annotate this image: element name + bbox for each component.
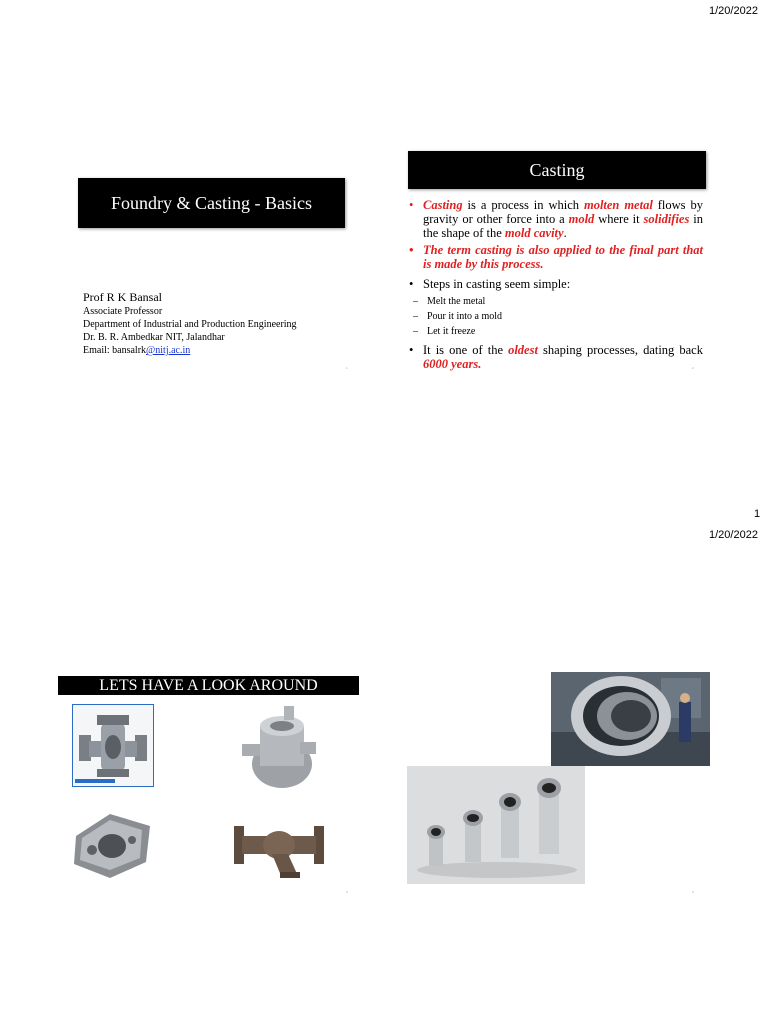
page1-number: 1 xyxy=(754,508,761,520)
email-prefix: Email: bansalrk xyxy=(83,345,147,356)
slide2-bullets xyxy=(409,198,703,374)
dash-mark: – xyxy=(413,326,418,337)
bullet-dot: • xyxy=(409,243,414,257)
author-role: Associate Professor xyxy=(83,306,163,317)
dash-mark: – xyxy=(413,296,418,307)
valve-illustration xyxy=(73,705,153,786)
author-block xyxy=(83,290,353,357)
housing-image xyxy=(238,702,320,794)
slide2-number: 2 xyxy=(692,366,694,370)
slide1-title-box xyxy=(78,178,345,228)
slide1-number: 1 xyxy=(346,366,348,370)
gearbox-image xyxy=(70,806,154,882)
bullet-definition xyxy=(409,198,703,240)
b4-text-2: shaping processes, dating back xyxy=(537,343,703,357)
housing-illustration xyxy=(238,702,320,794)
author-department: Department of Industrial and Production Engineering xyxy=(83,319,297,330)
b1-text-3: where it xyxy=(594,212,644,226)
step-text: Melt the metal xyxy=(427,296,486,307)
valve-image xyxy=(72,704,154,787)
b2-text: The term casting is also applied to the final part that is made by this process. xyxy=(423,243,703,271)
dash-mark: – xyxy=(413,311,418,322)
author-email xyxy=(83,344,353,357)
bullet-term xyxy=(409,243,703,271)
large-pipe-image xyxy=(551,672,710,766)
step-item xyxy=(409,294,703,309)
b3-text: Steps in casting seem simple: xyxy=(423,277,571,291)
step-text: Pour it into a mold xyxy=(427,311,502,322)
slide2-title: Casting xyxy=(529,159,585,180)
step-item xyxy=(409,309,703,324)
strainer-illustration xyxy=(232,816,326,880)
author-institute: Dr. B. R. Ambedkar NIT, Jalandhar xyxy=(83,332,225,343)
slide4-number: 4 xyxy=(692,890,694,894)
bullet-steps xyxy=(409,277,703,291)
b1-period: . xyxy=(563,226,567,240)
bullet-dot: • xyxy=(409,198,414,212)
castings-row-image xyxy=(407,766,585,884)
page1-date: 1/20/2022 xyxy=(709,5,758,17)
bullet-dot: • xyxy=(409,343,414,357)
slide3-title-box xyxy=(58,676,359,695)
page2-date: 1/20/2022 xyxy=(709,529,758,541)
bullet-dot: • xyxy=(409,277,414,291)
b1-text-2: flows by gravity or other force into a xyxy=(423,198,703,226)
b1-text: is a process in which xyxy=(462,198,584,212)
step-text: Let it freeze xyxy=(427,326,476,337)
large-pipe-illustration xyxy=(551,672,710,766)
step-item xyxy=(409,324,703,339)
b4-text: It is one of the xyxy=(423,343,509,357)
strainer-image xyxy=(232,816,326,880)
b1-text-4: in the shape of the xyxy=(423,212,703,240)
slide2-title-box xyxy=(408,151,706,189)
castings-row-illustration xyxy=(407,766,585,884)
email-link[interactable]: @nitj.ac.in xyxy=(146,345,191,356)
term-casting: Casting xyxy=(423,198,463,212)
term-6000-years: 6000 years. xyxy=(423,357,482,371)
term-mold: mold xyxy=(568,212,595,226)
slide3-title: LETS HAVE A LOOK AROUND xyxy=(99,676,318,694)
term-mold-cavity: mold cavity xyxy=(504,226,564,240)
term-solidifies: solidifies xyxy=(643,212,690,226)
term-molten-metal: molten metal xyxy=(583,198,653,212)
term-oldest: oldest xyxy=(508,343,538,357)
slide1-title: Foundry & Casting - Basics xyxy=(111,192,312,213)
gearbox-illustration xyxy=(70,806,154,882)
author-name: Prof R K Bansal xyxy=(83,290,162,304)
bullet-oldest xyxy=(409,343,703,371)
slide3-number: 3 xyxy=(346,890,348,894)
